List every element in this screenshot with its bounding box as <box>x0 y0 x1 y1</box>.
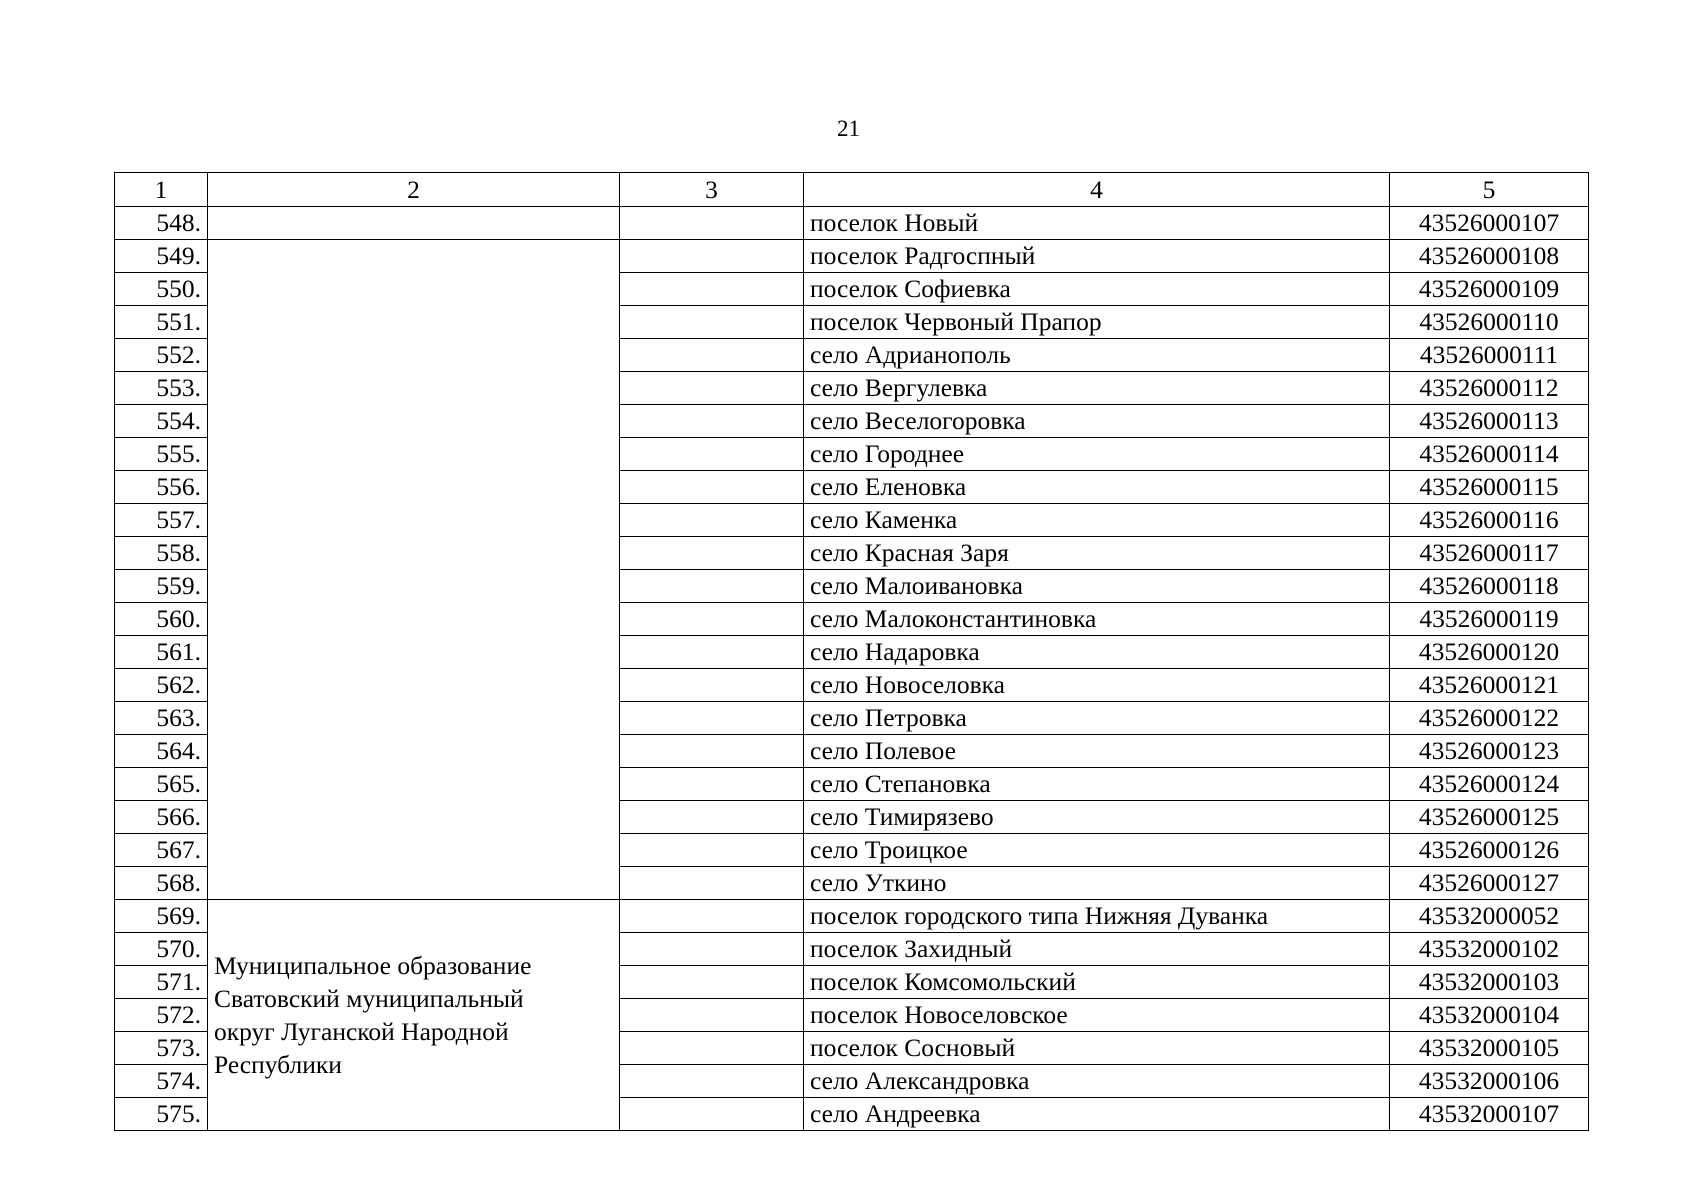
table-row <box>115 207 1589 240</box>
row-number: 555. <box>115 438 208 471</box>
settlement-name: село Степановка <box>804 768 1390 801</box>
column-3-cell <box>620 240 804 273</box>
settlement-name: село Красная Заря <box>804 537 1390 570</box>
page-number: 21 <box>837 116 860 141</box>
settlement-code: 43526000112 <box>1390 372 1589 405</box>
municipality-name-line: Сватовский муниципальный <box>214 984 524 1013</box>
column-3-cell <box>620 900 804 933</box>
municipality-cell <box>208 207 620 240</box>
row-number: 573. <box>115 1032 208 1065</box>
municipality-name-line: Республики <box>214 1050 342 1079</box>
settlement-code: 43526000114 <box>1390 438 1589 471</box>
settlement-name: село Вергулевка <box>804 372 1390 405</box>
row-number: 548. <box>115 207 208 240</box>
settlement-name: село Каменка <box>804 504 1390 537</box>
row-number: 570. <box>115 933 208 966</box>
settlement-code: 43526000108 <box>1390 240 1589 273</box>
settlement-code: 43526000109 <box>1390 273 1589 306</box>
settlement-name: село Андреевка <box>804 1098 1390 1131</box>
settlement-name: поселок Новоселовское <box>804 999 1390 1032</box>
table-row <box>115 900 1589 933</box>
column-header-settlement: 4 <box>804 173 1390 207</box>
column-3-cell <box>620 966 804 999</box>
settlement-name: село Малоивановка <box>804 570 1390 603</box>
row-number: 558. <box>115 537 208 570</box>
settlement-code: 43526000118 <box>1390 570 1589 603</box>
settlement-name: поселок Сосновый <box>804 1032 1390 1065</box>
row-number: 571. <box>115 966 208 999</box>
settlement-code: 43526000119 <box>1390 603 1589 636</box>
settlements-table <box>114 172 1589 1131</box>
column-3-cell <box>620 603 804 636</box>
settlement-code: 43526000113 <box>1390 405 1589 438</box>
row-number: 563. <box>115 702 208 735</box>
row-number: 551. <box>115 306 208 339</box>
settlement-name: село Новоселовка <box>804 669 1390 702</box>
column-3-cell <box>620 1098 804 1131</box>
settlement-code: 43532000103 <box>1390 966 1589 999</box>
row-number: 568. <box>115 867 208 900</box>
settlement-name: поселок Софиевка <box>804 273 1390 306</box>
row-number: 561. <box>115 636 208 669</box>
municipality-cell <box>208 240 620 900</box>
settlement-name: село Троицкое <box>804 834 1390 867</box>
settlement-name: поселок Комсомольский <box>804 966 1390 999</box>
column-3-cell <box>620 504 804 537</box>
column-3-cell <box>620 471 804 504</box>
settlement-code: 43526000111 <box>1390 339 1589 372</box>
settlement-name: поселок городского типа Нижняя Дуванка <box>804 900 1390 933</box>
row-number: 574. <box>115 1065 208 1098</box>
column-3-cell <box>620 306 804 339</box>
settlement-code: 43532000102 <box>1390 933 1589 966</box>
settlement-code: 43526000120 <box>1390 636 1589 669</box>
column-3-cell <box>620 735 804 768</box>
settlement-code: 43532000106 <box>1390 1065 1589 1098</box>
settlement-code: 43526000126 <box>1390 834 1589 867</box>
column-3-cell <box>620 867 804 900</box>
municipality-name-line: округ Луганской Народной <box>214 1017 509 1046</box>
row-number: 567. <box>115 834 208 867</box>
settlement-name: село Александровка <box>804 1065 1390 1098</box>
settlement-code: 43532000107 <box>1390 1098 1589 1131</box>
row-number: 552. <box>115 339 208 372</box>
table-body <box>115 207 1589 1131</box>
row-number: 550. <box>115 273 208 306</box>
column-3-cell <box>620 999 804 1032</box>
settlement-name: поселок Захидный <box>804 933 1390 966</box>
settlement-name: село Малоконстантиновка <box>804 603 1390 636</box>
row-number: 560. <box>115 603 208 636</box>
row-number: 572. <box>115 999 208 1032</box>
settlement-name: поселок Радгоспный <box>804 240 1390 273</box>
column-3-cell <box>620 1065 804 1098</box>
column-3-cell <box>620 405 804 438</box>
column-3-cell <box>620 537 804 570</box>
table-row <box>115 240 1589 273</box>
row-number: 557. <box>115 504 208 537</box>
settlement-name: село Тимирязево <box>804 801 1390 834</box>
row-number: 556. <box>115 471 208 504</box>
column-header-code: 5 <box>1390 173 1589 207</box>
settlement-code: 43526000115 <box>1390 471 1589 504</box>
row-number: 554. <box>115 405 208 438</box>
settlement-code: 43526000116 <box>1390 504 1589 537</box>
settlement-name: село Городнее <box>804 438 1390 471</box>
row-number: 553. <box>115 372 208 405</box>
row-number: 564. <box>115 735 208 768</box>
settlement-code: 43532000105 <box>1390 1032 1589 1065</box>
settlement-code: 43526000117 <box>1390 537 1589 570</box>
column-3-cell <box>620 438 804 471</box>
municipality-svatovo-cell <box>208 900 620 1131</box>
row-number: 575. <box>115 1098 208 1131</box>
row-number: 562. <box>115 669 208 702</box>
settlement-name: село Петровка <box>804 702 1390 735</box>
column-3-cell <box>620 207 804 240</box>
settlement-name: село Полевое <box>804 735 1390 768</box>
column-3-cell <box>620 933 804 966</box>
column-3-cell <box>620 669 804 702</box>
settlement-code: 43526000122 <box>1390 702 1589 735</box>
settlement-code: 43526000121 <box>1390 669 1589 702</box>
settlement-code: 43526000127 <box>1390 867 1589 900</box>
settlement-code: 43526000110 <box>1390 306 1589 339</box>
settlement-code: 43532000052 <box>1390 900 1589 933</box>
settlement-name: село Надаровка <box>804 636 1390 669</box>
settlement-code: 43526000123 <box>1390 735 1589 768</box>
column-3-cell <box>620 636 804 669</box>
row-number: 569. <box>115 900 208 933</box>
settlement-code: 43526000125 <box>1390 801 1589 834</box>
column-3-cell <box>620 801 804 834</box>
settlement-name: село Еленовка <box>804 471 1390 504</box>
column-3-cell <box>620 570 804 603</box>
column-header-3: 3 <box>620 173 804 207</box>
row-number: 565. <box>115 768 208 801</box>
column-3-cell <box>620 702 804 735</box>
column-3-cell <box>620 1032 804 1065</box>
row-number: 559. <box>115 570 208 603</box>
settlement-name: село Веселогоровка <box>804 405 1390 438</box>
column-3-cell <box>620 273 804 306</box>
column-3-cell <box>620 372 804 405</box>
column-3-cell <box>620 339 804 372</box>
municipality-name-line: Муниципальное образование <box>214 951 532 980</box>
settlement-code: 43526000124 <box>1390 768 1589 801</box>
settlement-code: 43526000107 <box>1390 207 1589 240</box>
column-header-number: 1 <box>115 173 208 207</box>
settlement-name: поселок Червоный Прапор <box>804 306 1390 339</box>
column-header-municipality: 2 <box>208 173 620 207</box>
column-3-cell <box>620 834 804 867</box>
settlement-code: 43532000104 <box>1390 999 1589 1032</box>
header-row <box>115 173 1589 207</box>
settlement-name: село Уткино <box>804 867 1390 900</box>
settlement-name: село Адрианополь <box>804 339 1390 372</box>
settlement-name: поселок Новый <box>804 207 1390 240</box>
row-number: 549. <box>115 240 208 273</box>
row-number: 566. <box>115 801 208 834</box>
column-3-cell <box>620 768 804 801</box>
